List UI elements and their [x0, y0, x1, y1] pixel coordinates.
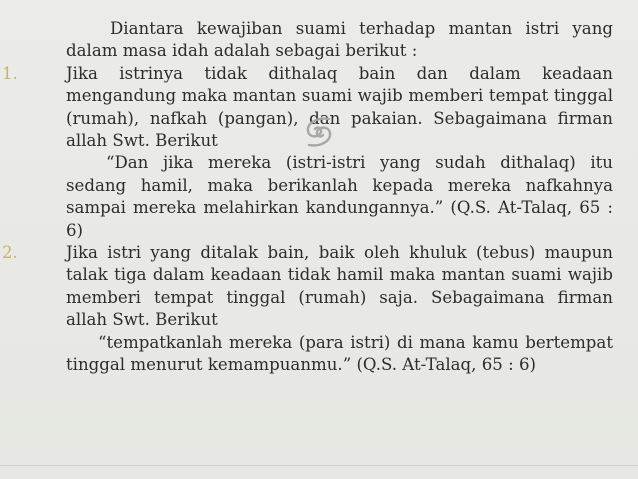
quote-1 — [0, 152, 638, 242]
intro-text: Diantara kewajiban suami terhadap mantan istri yang dalam masa idah adalah sebagai berikut : — [66, 19, 613, 61]
list-item-2-paragraph — [0, 242, 638, 332]
slide-content — [0, 18, 638, 377]
decorative-flourish-icon — [299, 114, 339, 150]
list-item-2-text: Jika istri yang ditalak bain, baik oleh khuluk (tebus) maupun talak tiga dalam keadaan tidak hamil maka mantan suami wajib memberi tempat tinggal (rumah) saja. Sebagaimana firman allah Swt. Berikut — [66, 243, 613, 330]
quote-2-text: “tempatkanlah mereka (para istri) di mana kamu bertempat tinggal menurut kemampuanmu.” (Q.S. At-Talaq, 65 : 6) — [66, 332, 613, 375]
intro-paragraph — [0, 18, 638, 63]
list-item-1-text: Jika istrinya tidak dithalaq bain dan dalam keadaan mengandung maka mantan suami wajib memberi tempat tinggal (rumah), nafkah (pangan), dan pakaian. Sebagaimana firman allah Swt. Berikut — [66, 63, 613, 151]
list-item-1 — [0, 63, 638, 242]
list-item-2 — [0, 242, 638, 376]
quote-1-text: “Dan jika mereka (istri-istri yang sudah dithalaq) itu sedang hamil, maka berikanlah kepada mereka nafkahnya sampai mereka melahirkan kandungannya.” (Q.S. At-Talaq, 65 : 6) — [66, 153, 613, 240]
footer-divider — [0, 465, 638, 466]
list-number-2: 2. — [2, 243, 18, 263]
list-number-1: 1. — [2, 63, 18, 83]
quote-2 — [0, 332, 638, 377]
